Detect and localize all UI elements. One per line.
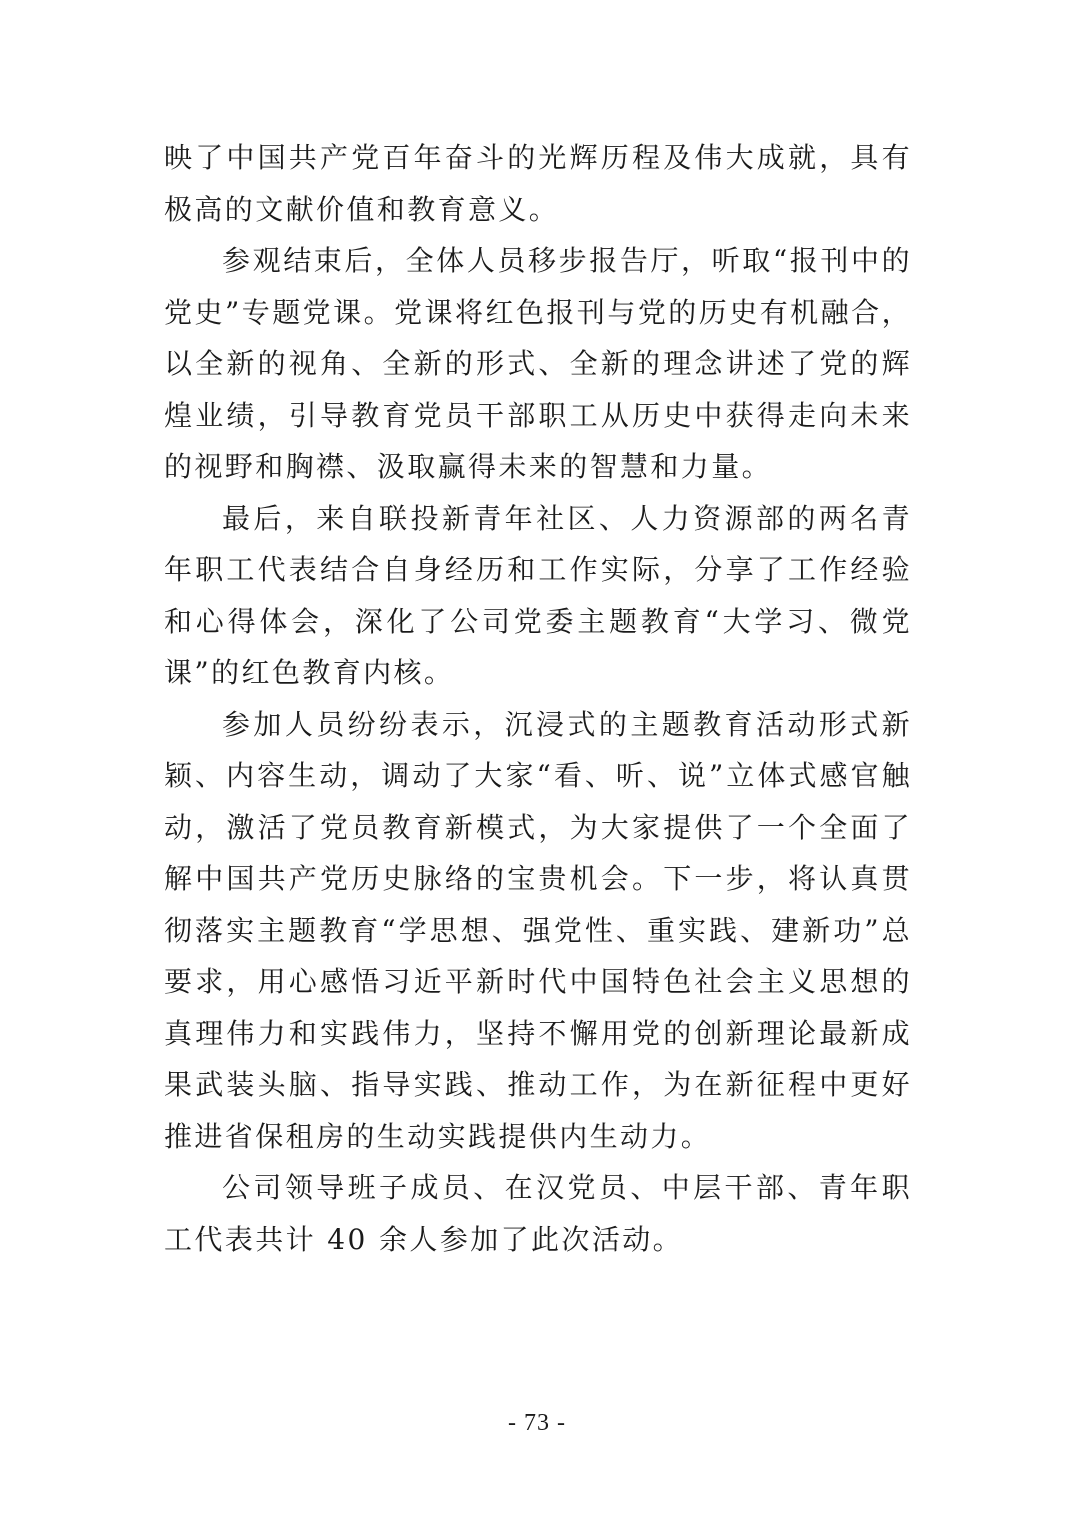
paragraph-party-lecture: 参观结束后，全体人员移步报告厅，听取“报刊中的党史”专题党课。党课将红色报刊与党的历史有机融合，以全新的视角、全新的形式、全新的理念讲述了党的辉煌业绩，引导教育党员干部职工从历史中获得走向未来的视野和胸襟、汲取赢得未来的智慧和力量。 [164, 244, 912, 483]
page-number: - 73 - [508, 1410, 566, 1436]
paragraph-continuation: 映了中国共产党百年奋斗的光辉历程及伟大成就，具有极高的文献价值和教育意义。 [164, 141, 912, 226]
body-text [164, 132, 912, 1265]
paragraph-attendance: 公司领导班子成员、在汉党员、中层干部、青年职工代表共计 40 余人参加了此次活动。 [164, 1171, 912, 1256]
paragraph-youth-representatives: 最后，来自联投新青年社区、人力资源部的两名青年职工代表结合自身经历和工作实际，分享了工作经验和心得体会，深化了公司党委主题教育“大学习、微党课”的红色教育内核。 [164, 501, 912, 689]
paragraph-participant-feedback: 参加人员纷纷表示，沉浸式的主题教育活动形式新颖、内容生动，调动了大家“看、听、说”立体式感官触动，激活了党员教育新模式，为大家提供了一个全面了解中国共产党历史脉络的宝贵机会。下一步，将认真贯彻落实主题教育“学思想、强党性、重实践、建新功”总要求，用心感悟习近平新时代中国特色社会主义思想的真理伟力和实践伟力，坚持不懈用党的创新理论最新成果武装头脑、指导实践、推动工作，为在新征程中更好推进省保租房的生动实践提供内生动力。 [164, 707, 912, 1153]
